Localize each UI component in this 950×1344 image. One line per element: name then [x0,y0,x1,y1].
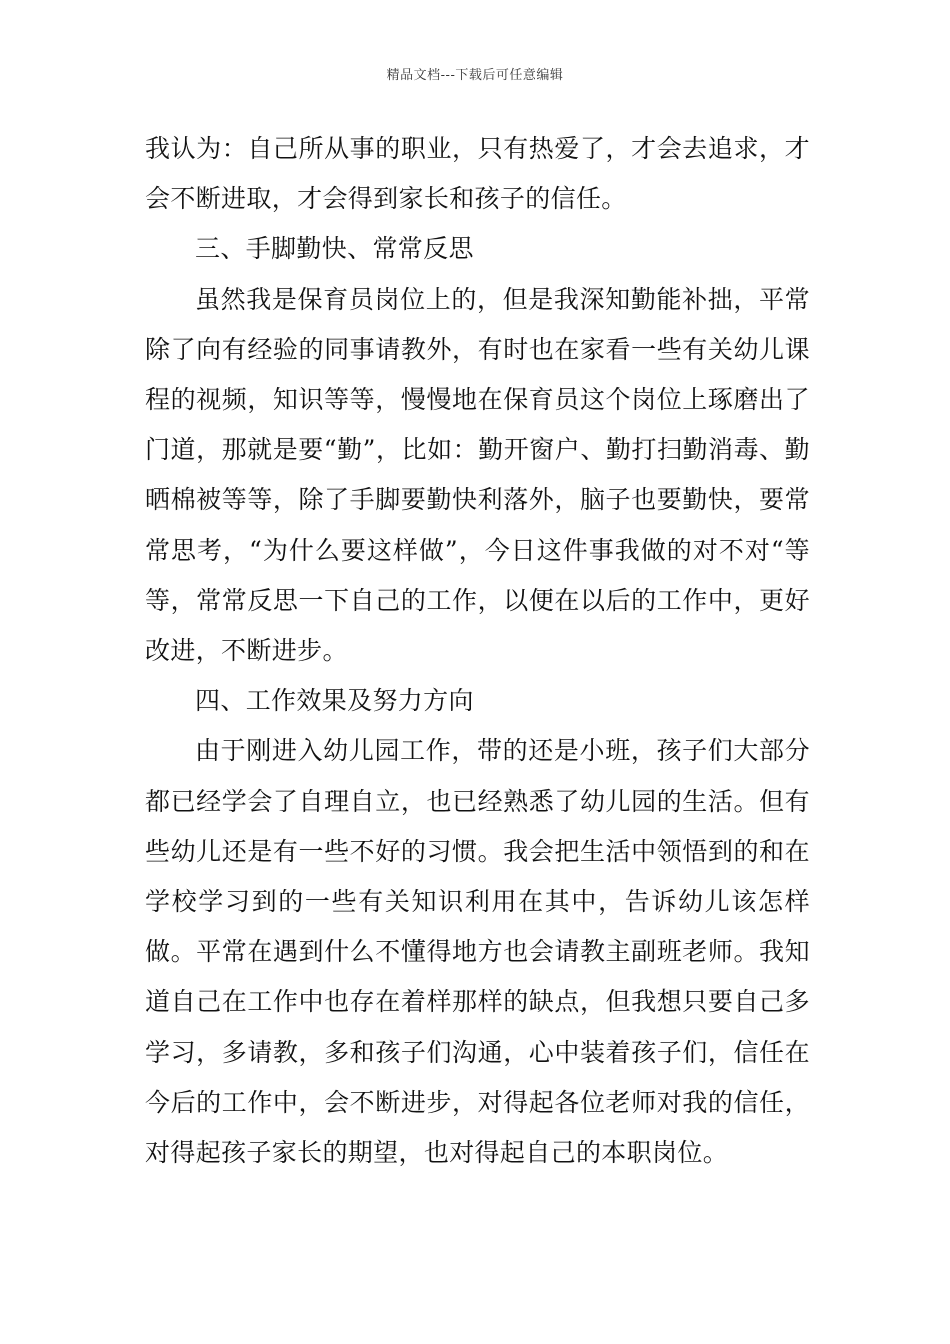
section-heading-4: 四、工作效果及努力方向 [195,686,474,716]
section-heading-3: 三、手脚勤快、常常反思 [195,234,474,264]
paragraph-work-results: 由于刚进入幼儿园工作，带的还是小班，孩子们大部分都已经学会了自理自立，也已经熟悉了幼儿园的生活。但有些幼儿还是有一些不好的习惯。我会把生活中领悟到的和在学校学习到的一些有关知识利用在其中，告诉幼儿该怎样做。平常在遇到什么不懂得地方也会请教主副班老师。我知道自己在工作中也存在着样那样的缺点，但我想只要自己多学习，多请教，多和孩子们沟通，心中装着孩子们，信任在今后的工作中，会不断进步，对得起各位老师对我的信任，对得起孩子家长的期望，也对得起自己的本职岗位。 [145,736,810,1168]
page-header: 精品文档---下载后可任意编辑 [386,68,564,83]
document-body [145,124,810,1178]
paragraph-diligence: 虽然我是保育员岗位上的，但是我深知勤能补拙，平常除了向有经验的同事请教外，有时也在家看一些有关幼儿课程的视频，知识等等，慢慢地在保育员这个岗位上琢磨出了门道，那就是要“勤”，比如：勤开窗户、勤打扫勤消毒、勤晒棉被等等，除了手脚要勤快利落外，脑子也要勤快，要常常思考，“为什么要这样做”，今日这件事我做的对不对“等等，常常反思一下自己的工作，以便在以后的工作中，更好改进，不断进步。 [145,284,810,666]
paragraph-continuation: 我认为：自己所从事的职业，只有热爱了，才会去追求，才会不断进取，才会得到家长和孩子的信任。 [145,134,810,214]
